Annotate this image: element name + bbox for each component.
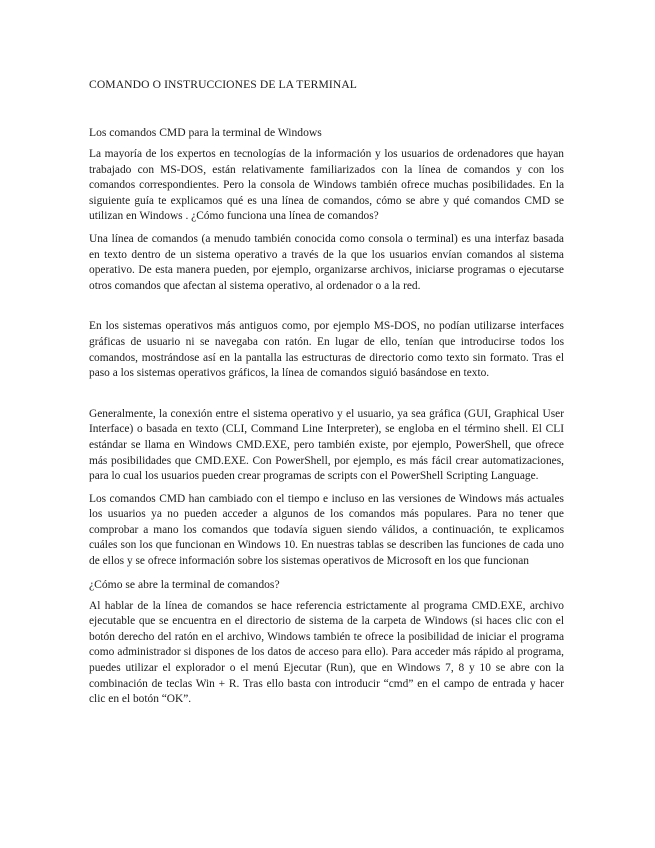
paragraph-intro: La mayoría de los expertos en tecnologías de la información y los usuarios de ordenadores que hayan trabajado con MS-DOS, están relativamente familiarizados con la línea de comandos y con los comandos correspondientes. Pero la consola de Windows también ofrece muchas posibilidades. En la siguiente guía te explicamos qué es una línea de comandos, cómo se abre y qué comandos CMD se utilizan en Windows . ¿Cómo funciona una línea de comandos?	[89, 148, 564, 223]
paragraph-definition: Una línea de comandos (a menudo también conocida como consola o terminal) es una interfaz basada en texto dentro de un sistema operativo a través de la que los usuarios envían comandos al sistema operativo. De esta manera pueden, por ejemplo, organizarse archivos, iniciarse programas o ejecutarse otros comandos que afectan al sistema operativo, al ordenador o a la red.	[89, 232, 564, 292]
section-heading-windows-cmd: Los comandos CMD para la terminal de Windows	[89, 126, 322, 139]
paragraph-history: En los sistemas operativos más antiguos como, por ejemplo MS-DOS, no podían utilizarse interfaces gráficas de usuario ni se navegaba con ratón. En lugar de ello, tenían que introducirse todos los comandos, mostrándose así en la pantalla las estructuras de directorio como texto sin formato. Tras el paso a los sistemas operativos gráficos, la línea de comandos siguió basándose en texto.	[89, 320, 564, 380]
paragraph-open-terminal: Al hablar de la línea de comandos se hace referencia estrictamente al programa CMD.EXE, archivo ejecutable que se encuentra en el directorio de sistema de la carpeta de Windows (si haces clic con el botón derecho del ratón en el archivo, Windows también te ofrece la posibilidad de iniciar el programa como administrador si dispones de los datos de acceso para ello). Para acceder más rápido al programa, puedes utilizar el explorador o el menú Ejecutar (Run), que en Windows 7, 8 y 10 se abre con la combinación de teclas Win + R. Tras ello basta con introducir “cmd” en el campo de entrada y hacer clic en el botón “OK”.	[89, 599, 564, 706]
document-page	[89, 78, 564, 708]
section-heading-open-terminal: ¿Cómo se abre la terminal de comandos?	[89, 577, 280, 591]
document-title: COMANDO O INSTRUCCIONES DE LA TERMINAL	[89, 78, 357, 91]
paragraph-shell: Generalmente, la conexión entre el sistema operativo y el usuario, ya sea gráfica (GUI, Graphical User Interface) o basada en texto (CLI, Command Line Interpreter), se engloba en el término shell. El CLI estándar se llama en Windows CMD.EXE, pero también existe, por ejemplo, PowerShell, que ofrece más posibilidades que CMD.EXE. Con PowerShell, por ejemplo, es más fácil crear automatizaciones, para lo cual los usuarios pueden crear programas de scripts con el PowerShell Scripting Language.	[89, 407, 564, 483]
paragraph-commands-windows10: Los comandos CMD han cambiado con el tiempo e incluso en las versiones de Windows más actuales los usuarios ya no pueden acceder a algunos de los comandos más populares. Para no tener que comprobar a mano los comandos que todavía siguen siendo válidos, a continuación, te explicamos cuáles son los que funcionan en Windows 10. En nuestras tablas se describen las funciones de cada uno de ellos y se ofrece información sobre los sistemas operativos de Microsoft en los que funcionan	[89, 492, 564, 568]
